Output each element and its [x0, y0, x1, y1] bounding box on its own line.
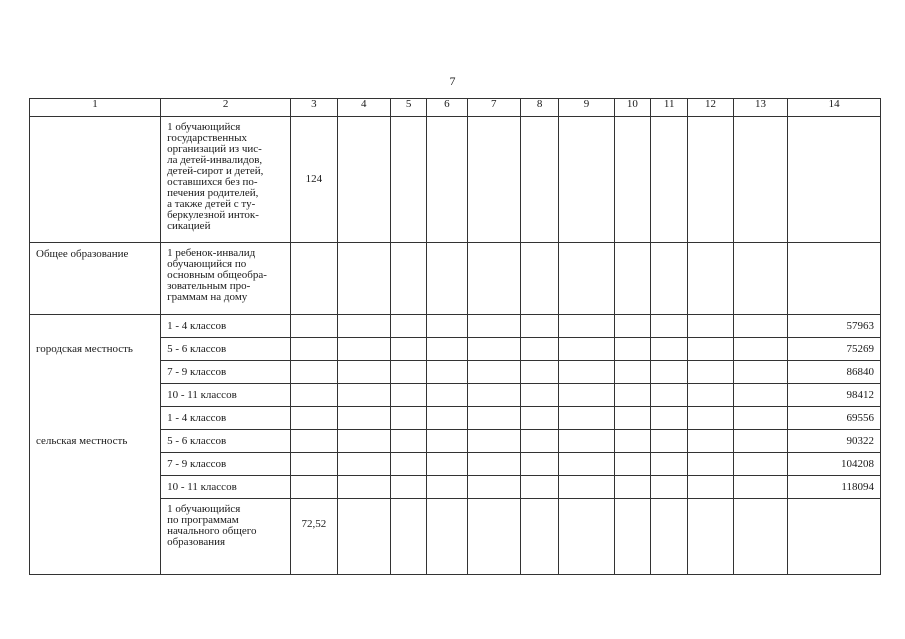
- row-description: 1 обучающийся по программам начального общего образования: [167, 503, 257, 548]
- table-row: [30, 361, 881, 384]
- col-header-10: 10: [614, 99, 650, 117]
- cell-value: 86840: [788, 361, 881, 384]
- cell-value: 90322: [788, 430, 881, 453]
- table-row-orphans: [30, 117, 881, 243]
- col-header-9: 9: [559, 99, 614, 117]
- row-description: 1 ребенок-инвалид обучающийся по основным общеобра- зовательным про- граммам на дому: [167, 247, 267, 303]
- section-label: Общее образование: [36, 248, 129, 260]
- table-row: [30, 407, 881, 430]
- cell-value: 104208: [788, 453, 881, 476]
- row-description: 1 обучающийся государственных организаций из чис- ла детей-инвалидов, детей-сирот и детей, оставшихся без по- печения родителей, а также детей с ту- беркулезной инток- сикацией: [167, 121, 264, 232]
- grade-label: 10 - 11 классов: [161, 476, 291, 499]
- table-row: [30, 338, 881, 361]
- cell-value: 72,52: [291, 499, 337, 575]
- table-row-primary: [30, 499, 881, 575]
- col-header-2: 2: [161, 99, 291, 117]
- table-row: [30, 430, 881, 453]
- area-label-city: городская местность: [30, 338, 161, 361]
- grade-label: 7 - 9 классов: [161, 453, 291, 476]
- table-row-general: [30, 243, 881, 315]
- grade-label: 5 - 6 классов: [161, 338, 291, 361]
- header-row: [30, 99, 881, 117]
- col-header-3: 3: [291, 99, 337, 117]
- area-label-rural: сельская местность: [30, 430, 161, 453]
- col-header-7: 7: [467, 99, 520, 117]
- cell-value: 57963: [788, 315, 881, 338]
- grade-label: 7 - 9 классов: [161, 361, 291, 384]
- table-row: [30, 384, 881, 407]
- cell-value: 98412: [788, 384, 881, 407]
- table-row: [30, 315, 881, 338]
- cell-value: 124: [291, 117, 337, 243]
- cell-value: 75269: [788, 338, 881, 361]
- cell-value: 69556: [788, 407, 881, 430]
- col-header-8: 8: [521, 99, 559, 117]
- page-number: 7: [449, 74, 456, 88]
- col-header-11: 11: [651, 99, 688, 117]
- col-header-13: 13: [733, 99, 787, 117]
- table-row: [30, 476, 881, 499]
- col-header-5: 5: [390, 99, 426, 117]
- col-header-6: 6: [427, 99, 467, 117]
- cell-value: 118094: [788, 476, 881, 499]
- col-header-14: 14: [788, 99, 881, 117]
- cost-table: [29, 98, 881, 575]
- col-header-1: 1: [30, 99, 161, 117]
- col-header-4: 4: [337, 99, 390, 117]
- grade-label: 1 - 4 классов: [161, 315, 291, 338]
- table-row: [30, 453, 881, 476]
- col-header-12: 12: [688, 99, 733, 117]
- grade-label: 5 - 6 классов: [161, 430, 291, 453]
- grade-label: 1 - 4 классов: [161, 407, 291, 430]
- grade-label: 10 - 11 классов: [161, 384, 291, 407]
